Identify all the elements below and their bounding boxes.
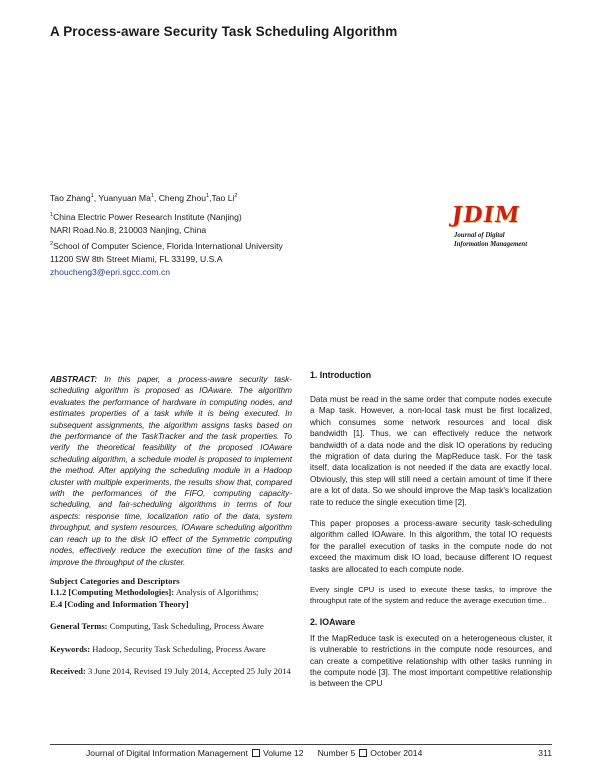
jdim-logo-mark: JDIM <box>450 202 522 228</box>
author-list: Tao Zhang$^1$, Yuanyuan Ma$^1$, Cheng Zhou$^1$,Tao Li$^2$ <box>50 192 238 203</box>
author-name: Cheng Zhou <box>158 192 207 203</box>
affiliation-address: NARI Road.No.8, 210003 Nanjing, China <box>50 225 207 236</box>
footer-date: October 2014 <box>370 748 423 758</box>
abstract-label: ABSTRACT: <box>50 375 98 384</box>
subject-heading: Subject Categories and Descriptors <box>50 575 180 586</box>
body-paragraph: If the MapReduce task is executed on a heterogeneous cluster, it is vulnerable to restrictions in the compute node resources, and can create a competitive relationship with other tasks running in the compute node [3]. The most important competitive relationship is between the CPU <box>310 633 552 689</box>
journal-logo-caption: Journal of Digital Information Management <box>454 232 528 248</box>
page-number: 311 <box>538 748 552 758</box>
body-paragraph: Data must be read in the same order that compute nodes execute a Map task. However, a non-local task must be first localized, which consumes some network resources and local disk bandwidth [1]. Thus, we can effectively reduce the network bandwidth of a data node and the disk IO operations by reducing the migration of data during the MapReduce task. For the task itself, data localization is not needed if the data are exactly local. Obviously, this step will still need a certain amount of time if there are a lot of data. So we should improve the Map task's localization rate to reduce the single execution time [2]. <box>310 395 552 507</box>
body-paragraph: This paper proposes a process-aware security task-scheduling algorithm called IOAware. In this algorithm, the total IO requests for the parallel execution of tasks in the compute node do not exceed the maximum disk IO load, because different IO request tasks are allocated to each compute node. <box>310 519 552 574</box>
author-block <box>50 190 350 279</box>
subject-line: E.4 [Coding and Information Theory] <box>50 598 189 609</box>
affiliation: $^2$School of Computer Science, Florida International University <box>50 240 283 251</box>
abstract-text: In this paper, a process-aware security task-scheduling algorithm is proposed as IOAware. The algorithm evaluates the performance of hardware in computing nodes, and estimates properties of a task while it is being executed. In subsequent assignments, the algorithm assigns tasks based on the performance of the TaskTracker and the task properties. To verify the theoretical feasibility of the proposed IOAware scheduling algorithm, a schedule model is proposed to implement the method. After applying the scheduling module in a Hadoop cluster with multiple experiments, the results show that, compared with the performances of the FIFO, computing capacity-scheduling, and fair-scheduling algorithms in terms of four aspects: response time, localization ratio of the data, system throughput, and system resources, IOAware scheduling algorithm can reach up to the disk IO effect of the Symmetric computing nodes, effectively reduce the execution time of the tasks and improve the throughput of the cluster. <box>50 375 292 567</box>
keywords: Keywords: Hadoop, Security Task Scheduling, Process Aware <box>50 643 266 654</box>
general-terms: General Terms: Computing, Task Scheduling, Process Aware <box>50 621 264 632</box>
footer-volume: Volume 12 <box>262 748 304 758</box>
author-name: Yuanyuan Ma <box>98 192 151 203</box>
page-footer <box>86 748 552 758</box>
subject-line: I.1.2 [Computing Methodologies]: Analysis of Algorithms; <box>50 587 259 598</box>
left-column <box>50 374 292 678</box>
subject-categories <box>50 576 292 611</box>
right-column <box>310 370 552 700</box>
received-dates: Received: 3 June 2014, Revised 19 July 2014, Accepted 25 July 2014 <box>50 666 291 677</box>
author-name: Tao Zhang <box>50 192 91 203</box>
affiliation-address: 11200 SW 8th Street Miami, FL 33199, U.S.A <box>50 253 223 264</box>
footer-journal: Journal of Digital Information Management <box>86 748 248 758</box>
paper-title: A Process-aware Security Task Scheduling Algorithm <box>50 24 398 39</box>
square-bullet-icon <box>252 749 260 757</box>
footer-divider <box>50 744 552 745</box>
square-bullet-icon <box>359 749 367 757</box>
footer-number: Number 5 <box>317 748 356 758</box>
author-name: Tao Li <box>211 192 235 203</box>
body-paragraph: Every single CPU is used to execute these tasks, to improve the throughput rate of the system and reduce the average execution time.. <box>310 585 552 605</box>
section-heading-ioaware: 2. IOAware <box>310 616 356 627</box>
journal-logo <box>452 204 562 249</box>
section-heading-introduction: 1. Introduction <box>310 370 372 380</box>
abstract <box>50 374 292 568</box>
author-email[interactable]: zhoucheng3@epri.sgcc.com.cn <box>50 267 171 278</box>
affiliation: $^1$China Electric Power Research Institute (Nanjing) <box>50 212 242 223</box>
